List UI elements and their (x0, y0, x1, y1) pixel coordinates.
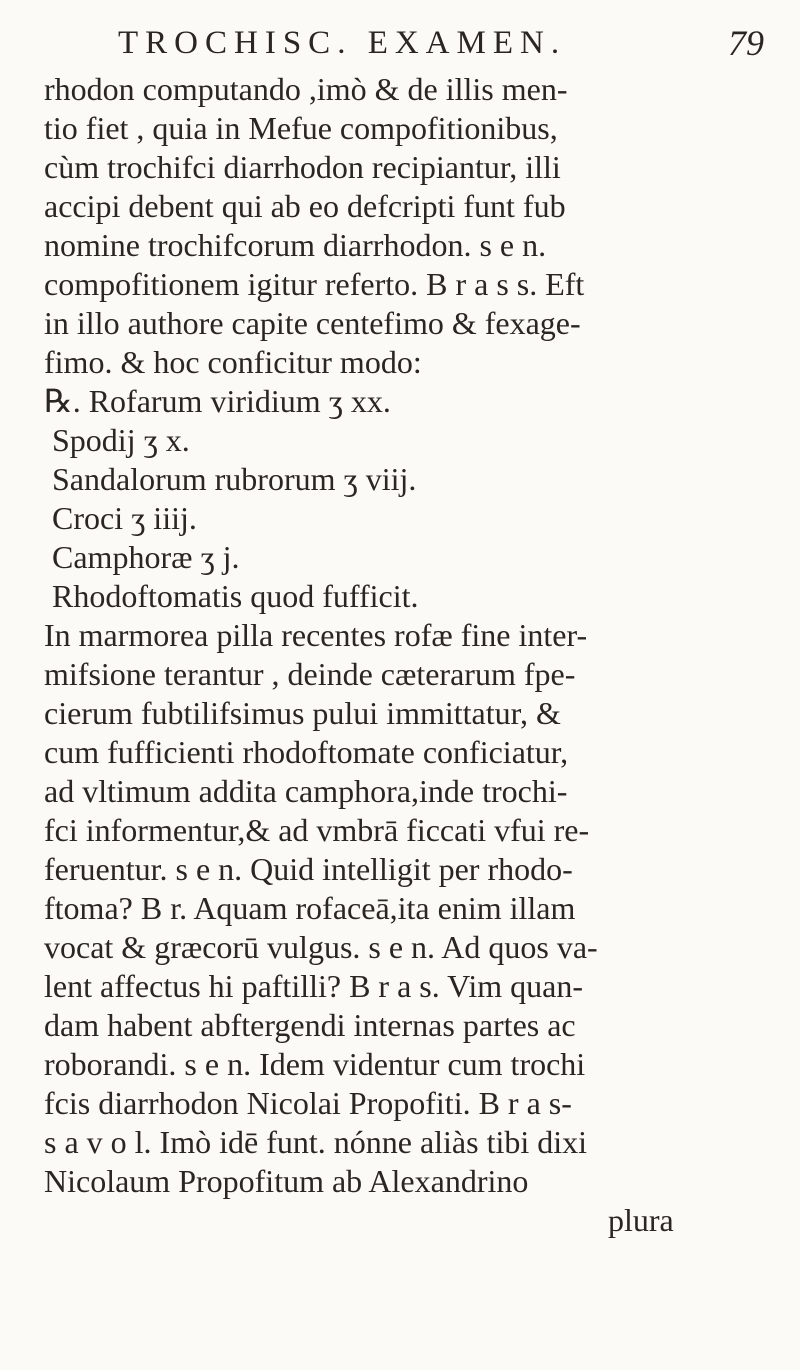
text-line: tio fiet , quia in Mefue compofitionibus, (44, 110, 558, 146)
running-title: TROCHISC. EXAMEN. (118, 25, 567, 61)
recipe-line: Spodij ʒ x. (52, 422, 190, 458)
text-line: rhodon computando ,imò & de illis men- (44, 71, 568, 107)
text-line: s a v o l. Imò idē funt. nónne aliàs tibi dixi (44, 1124, 588, 1160)
recipe-line: Croci ʒ iiij. (52, 500, 197, 536)
text-line: lent affectus hi paftilli? B r a s. Vim quan- (44, 968, 583, 1004)
text-line: fci informentur,& ad vmbrā ficcati vfui re- (44, 812, 590, 848)
recipe-line: Camphoræ ʒ j. (52, 539, 240, 575)
text-line: mifsione terantur , deinde cæterarum fpe- (44, 656, 576, 692)
text-line: cùm trochifci diarrhodon recipiantur, illi (44, 149, 561, 185)
text-line: vocat & græcorū vulgus. s e n. Ad quos va- (44, 929, 598, 965)
text-line: feruentur. s e n. Quid intelligit per rhodo- (44, 851, 573, 887)
text-line: ad vltimum addita camphora,inde trochi- (44, 773, 568, 809)
text-line: In marmorea pilla recentes rofæ fine inter- (44, 617, 588, 653)
text-line: roborandi. s e n. Idem videntur cum trochi (44, 1046, 586, 1082)
body-text (44, 70, 784, 1240)
catchword: plura (608, 1202, 674, 1238)
text-line: accipi debent qui ab eo defcripti funt fub (44, 188, 566, 224)
text-line: nomine trochifcorum diarrhodon. s e n. (44, 227, 547, 263)
text-line: compofitionem igitur referto. B r a s s. Eft (44, 266, 585, 302)
recipe-line: Rhodoftomatis quod fufficit. (52, 578, 419, 614)
recipe-line: Sandalorum rubrorum ʒ viij. (52, 461, 417, 497)
text-line: in illo authore capite centefimo & fexage- (44, 305, 581, 341)
page-number: 79 (728, 23, 764, 63)
text-line: ftoma? B r. Aquam rofaceā,ita enim illam (44, 890, 576, 926)
text-line: fimo. & hoc conficitur modo: (44, 344, 422, 380)
text-line: dam habent abftergendi internas partes ac (44, 1007, 576, 1043)
text-line: fcis diarrhodon Nicolai Propofiti. B r a s- (44, 1085, 572, 1121)
text-line: Nicolaum Propofitum ab Alexandrino (44, 1163, 529, 1199)
text-line: cierum fubtilifsimus pului immittatur, & (44, 695, 561, 731)
running-head (0, 18, 800, 68)
text-line: cum fufficienti rhodoftomate conficiatur, (44, 734, 569, 770)
recipe-line: ℞. Rofarum viridium ʒ xx. (44, 383, 391, 419)
